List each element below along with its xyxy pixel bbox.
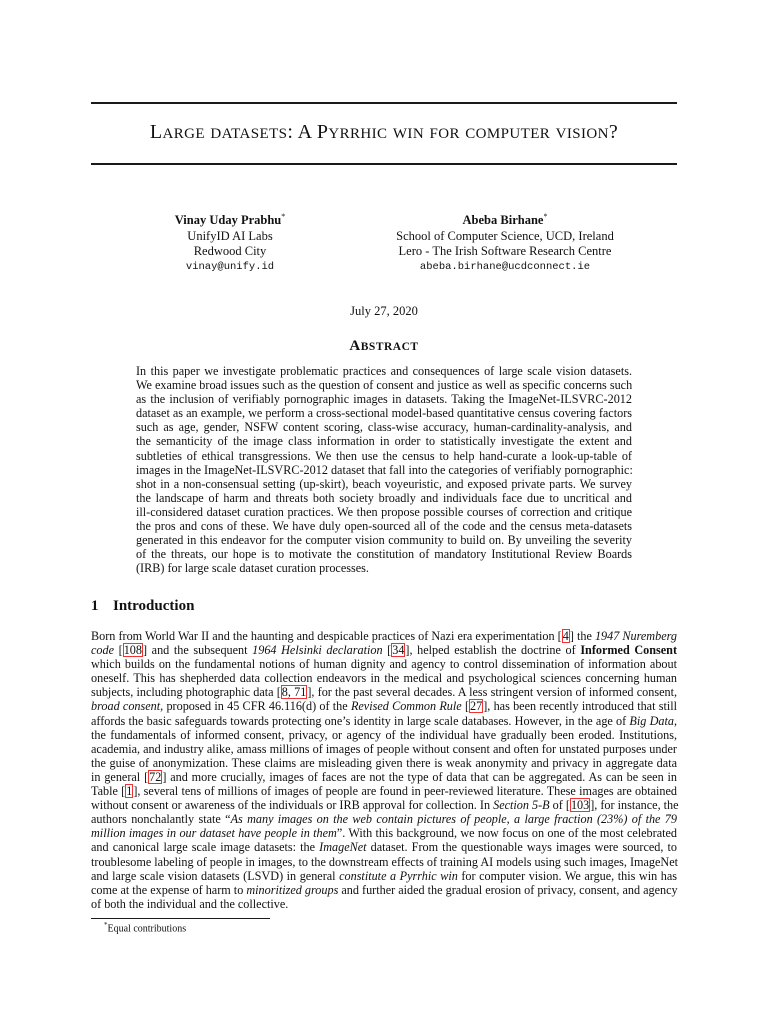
text-run: and the subsequent — [147, 643, 253, 658]
text-run: and large scale vision datasets (LSVD) in general — [91, 868, 340, 883]
abstract-body — [136, 364, 632, 575]
text-run: and further aided the gradual erosion of privacy, consent, and agency — [338, 882, 678, 897]
title-word: FOR — [429, 126, 460, 142]
text-run — [383, 643, 388, 657]
text-line — [136, 463, 632, 477]
text-line — [91, 855, 677, 869]
text-line — [91, 728, 677, 742]
text-line — [91, 840, 677, 854]
text-run: come at the expense of harm to — [91, 882, 247, 897]
citation-link[interactable]: 108 — [123, 643, 142, 658]
text-run: In this paper we investigate problematic practices and consequences of large scale vision datasets. — [136, 364, 632, 378]
text-run: shot in a non-consensual setting (up-skirt), beach voyeuristic, and exposed private parts. We survey — [136, 476, 632, 491]
section-heading — [91, 598, 194, 615]
text-run: dataset as an example, we perform a cross-sectional model-based quantitative census covering factors — [136, 406, 632, 421]
emphasis-text: As many images on the web contain pictures of people, a large fraction (23%) of the 79 — [230, 812, 677, 827]
text-run: which builds on the fundamental notions of human dignity and agency to control dissemination of information about — [91, 657, 677, 672]
paper-title — [0, 121, 768, 144]
text-line — [91, 826, 677, 840]
text-line — [136, 434, 632, 448]
text-run: troublesome labeling of people in images, to the downstream effects of training AI models using such images, ImageNet — [91, 854, 678, 869]
citation-link[interactable]: 1 — [126, 784, 133, 799]
text-line — [91, 883, 677, 897]
citation-link[interactable]: 8, 71 — [281, 685, 307, 700]
emphasis-text: constitute a Pyrrhic win — [339, 868, 458, 883]
text-run: the landscape of harm and threats both society broadly and individuals face due to uncritical and — [136, 490, 632, 505]
text-run: academia, and industry alike, amass millions of images of people without consent and often for unstated purposes under — [91, 741, 677, 756]
author-block-2 — [350, 209, 660, 275]
title-rule-top — [91, 102, 677, 104]
text-run — [462, 699, 465, 713]
text-run: authors nonchalantly state “ — [91, 812, 231, 827]
text-run: of — [549, 798, 566, 813]
emphasis-text: Section 5-B — [493, 798, 550, 813]
footnote-text: Equal contributions — [107, 923, 187, 935]
text-run: of both the individual and the collective. — [91, 896, 289, 911]
text-run: , for instance, the — [594, 798, 679, 813]
text-run: , several tens of millions of images of people are found in peer-reviewed literature. These images are obtained — [137, 784, 677, 799]
text-run: in general — [91, 769, 145, 784]
emphasis-text: Revised Common Rule — [350, 699, 462, 714]
citation-link[interactable]: 103 — [570, 798, 590, 813]
citation-link[interactable]: 27 — [470, 699, 483, 714]
text-run — [114, 643, 119, 657]
publication-date: July 27, 2020 — [350, 304, 418, 318]
emphasis-text: million images in our dataset have people in them — [91, 826, 337, 841]
text-line — [91, 671, 677, 685]
text-run: Table — [91, 784, 122, 799]
emphasis-text: minoritized groups — [246, 882, 339, 897]
author-block-1 — [140, 209, 320, 275]
text-line: Table [1], several tens of millions of images of people are found in peer-reviewed literature. These images are obtained — [91, 784, 677, 799]
text-line: subjects, including photographic data [8, 71], for the past several decades. A less stringent version of informed consent, — [91, 685, 677, 700]
text-run: oneself. This has shepherded data collection endeavors in the medical and psychological sciences concerning human — [91, 671, 677, 686]
text-run: images in the ImageNet-ILSVRC-2012 dataset that fall into the categories of verifiably pornographic: — [136, 462, 633, 477]
text-line: code [108] and the subsequent 1964 Helsinki declaration [34], helped establish the doctrine of Informed Consent — [91, 643, 678, 658]
text-line: Born from World War II and the haunting and despicable practices of Nazi era experimentation [4] the 1947 Nuremberg — [91, 629, 677, 643]
author-affiliation: UnifyID AI Labs — [187, 228, 273, 243]
author-name: Abeba Birhane — [462, 213, 544, 228]
text-run: , for the past several decades. A less stringent version of informed consent, — [311, 685, 677, 700]
title-word: COMPUTER — [465, 126, 551, 142]
text-run: , — [673, 713, 677, 728]
text-run: (IRB) for large scale dataset curation processes. — [136, 561, 369, 576]
text-run: subtleties of ethical transgressions. We then use the census to help hand-curate a look-up-table of — [136, 448, 632, 463]
section-number: 1 — [91, 598, 99, 614]
text-line — [136, 547, 632, 561]
text-line — [136, 406, 632, 420]
text-line — [91, 756, 677, 770]
text-run: the pros and cons of these. We have duly open-sourced all of the code and the census meta-datasets — [136, 519, 632, 534]
text-run: , has been recently introduced that still — [487, 699, 678, 714]
text-run: We examine broad issues such as the question of consent and justice as well as specific concerns such — [136, 378, 633, 393]
title-rule-bottom — [91, 163, 677, 165]
emphasis-text: ImageNet — [319, 840, 367, 855]
equal-contribution-marker: * — [281, 212, 286, 221]
text-line — [91, 897, 677, 911]
text-run: for computer vision. We argue, this win has — [457, 868, 677, 883]
title-word: WIN — [392, 126, 425, 142]
text-line — [136, 533, 632, 547]
text-line — [136, 449, 632, 463]
text-run: the fundamentals of informed consent, privacy, or agency of the individual have gradually been eroded. Institutions, — [91, 727, 677, 742]
text-line — [136, 477, 632, 491]
text-line — [136, 364, 632, 378]
text-line — [91, 742, 677, 756]
emphasis-text: Big Data — [629, 713, 674, 728]
text-run: subjects, including photographic data — [91, 685, 277, 700]
text-run: , helped establish the doctrine of — [409, 643, 581, 658]
emphasis-text: broad consent — [91, 699, 161, 714]
text-line — [91, 714, 677, 728]
text-run: of the threats, our hope is to motivate the constitution of mandatory Institutional Review Boards — [136, 547, 632, 562]
footnote-marker: * — [104, 921, 108, 929]
footnote — [104, 921, 186, 934]
text-run: such as age, gender, NSFW content scoring, class-wise accuracy, human-cardinality-analysis, and — [136, 420, 632, 435]
citation-link[interactable]: 4 — [562, 629, 569, 643]
author-affiliation: School of Computer Science, UCD, Ireland — [396, 228, 614, 243]
title-word: PYRRHIC — [316, 121, 388, 143]
text-run: ”. With this background, we now focus on one of the most celebrated — [336, 826, 678, 841]
text-line — [136, 420, 632, 434]
text-run: the semanticity of the image class information in order to statistically investigate the extent and — [136, 434, 632, 449]
text-run: the — [573, 629, 595, 643]
title-word: LARGE — [149, 121, 205, 143]
text-run: as the inclusion of verifiably pornographic images in datasets. Taking the ImageNet-ILSVRC-2012 — [136, 392, 632, 407]
text-line — [136, 392, 632, 406]
author-affiliation: Lero - The Irish Software Research Centre — [398, 244, 612, 259]
text-run: dataset. From the questionable ways images were sourced, to — [366, 840, 677, 855]
abstract-heading: ABSTRACT — [349, 338, 419, 354]
text-line: in general [72] and more crucially, images of faces are not the type of data that can be aggregated. As can be seen in — [91, 769, 677, 784]
text-line — [91, 657, 677, 671]
text-line — [136, 378, 632, 392]
text-line — [136, 561, 632, 575]
citation-link[interactable]: 34 — [392, 643, 405, 658]
title-word: DATASETS: — [210, 121, 294, 143]
text-line — [136, 505, 632, 519]
emphasis-text: code — [91, 643, 115, 658]
citation-link[interactable]: 72 — [149, 769, 162, 784]
author-name: Vinay Uday Prabhu — [174, 213, 282, 228]
text-run: affords the basic safeguards towards protecting one’s identity in large scale databases. However, in the age of — [91, 713, 630, 728]
author-affiliation: Redwood City — [193, 244, 267, 259]
footnote-rule — [91, 918, 270, 919]
text-run: Born from World War II and the haunting and despicable practices of Nazi era experimentation — [91, 629, 558, 643]
text-run: the guise of anonymization. These claims are misleading given there is weak anonymity and privacy in aggregate data — [91, 755, 677, 770]
emphasis-text: 1964 Helsinki declaration — [252, 643, 383, 658]
author-email[interactable]: abeba.birhane@ucdconnect.ie — [419, 260, 591, 273]
text-line — [136, 491, 632, 505]
text-run: and canonical large scale image datasets: the — [91, 840, 320, 855]
author-email[interactable]: vinay@unify.id — [185, 260, 275, 273]
text-line — [91, 869, 677, 883]
bold-term: Informed Consent — [580, 643, 678, 658]
emphasis-text: 1947 Nuremberg — [594, 629, 677, 643]
equal-contribution-marker: * — [543, 212, 548, 221]
text-line — [136, 519, 632, 533]
text-line: broad consent, proposed in 45 CFR 46.116(d) of the Revised Common Rule [27], has been recently introduced that still — [91, 699, 678, 714]
text-run: , proposed in 45 CFR 46.116(d) of the — [160, 699, 351, 714]
text-run: and more crucially, images of faces are not the type of data that can be aggregated. As can be seen in — [166, 769, 677, 784]
introduction-body — [91, 629, 677, 911]
text-run: ill-considered dataset curation practices. We then propose possible courses of correction and critique — [136, 504, 632, 519]
text-line — [91, 812, 677, 826]
text-line: without consent or awareness of the individuals or IRB approval for collection. In Section 5-B of [103], for instance, the — [91, 798, 679, 813]
text-run: without consent or awareness of the individuals or IRB approval for collection. In — [91, 798, 494, 813]
title-word: VISION? — [555, 121, 619, 143]
text-run: generated in this endeavor for the computer vision community to build on. By unveiling the severity — [136, 533, 632, 548]
section-title: Introduction — [113, 598, 195, 614]
title-word: A — [297, 121, 312, 143]
